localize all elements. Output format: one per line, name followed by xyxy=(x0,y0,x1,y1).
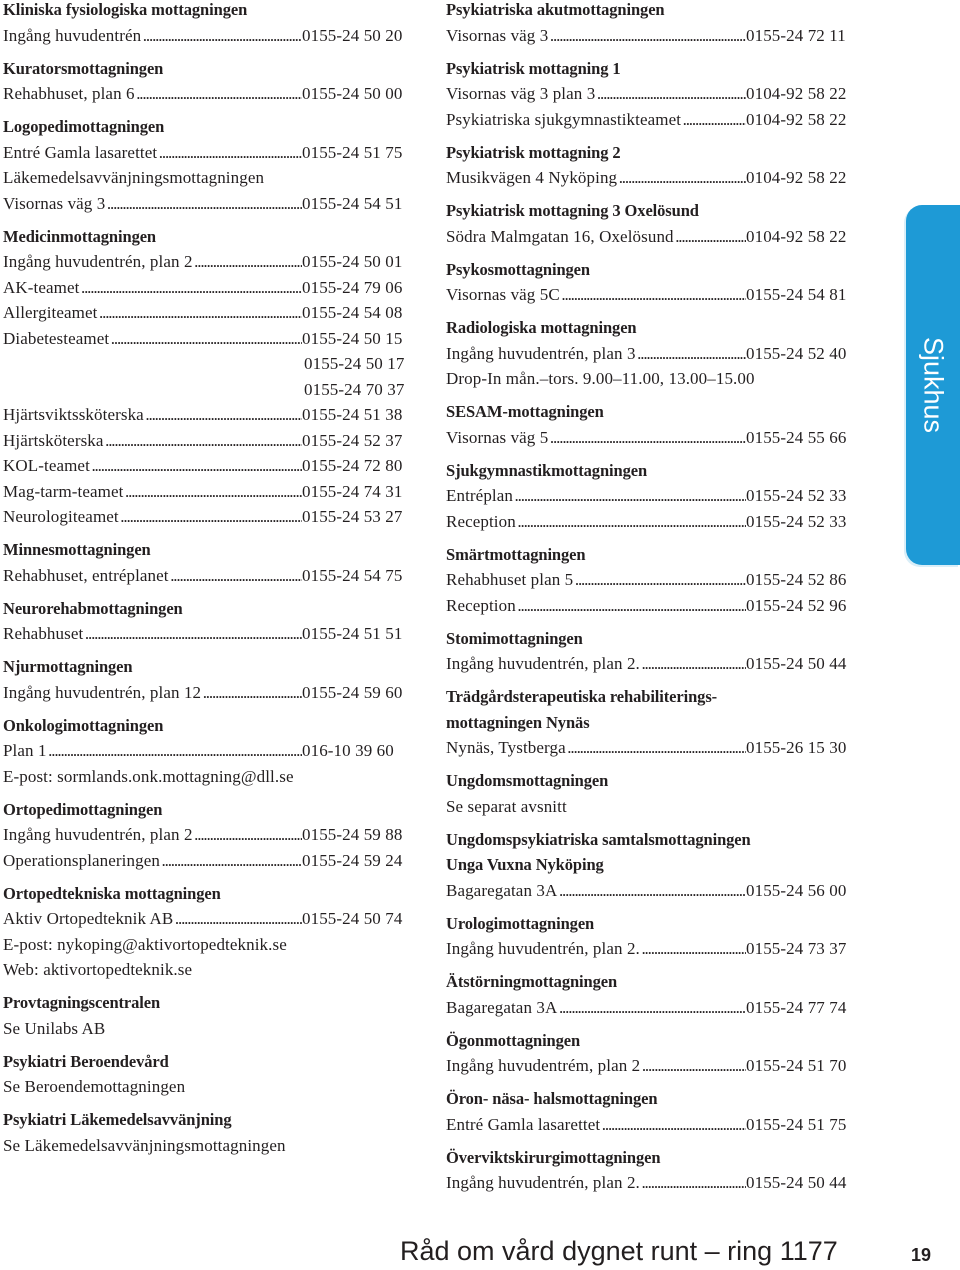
clinic-heading: Trädgårdsterapeutiska rehabiliterings- xyxy=(446,687,718,706)
contact-line xyxy=(3,81,413,107)
clinic-heading: Ortopedtekniska mottagningen xyxy=(3,883,221,903)
contact-label: Neurologiteamet . . . xyxy=(3,504,302,530)
phone-number: 0155-24 50 44 xyxy=(746,1173,847,1192)
contact-line xyxy=(446,651,858,677)
contact-label: Reception . . . xyxy=(446,509,746,535)
contact-label: Musikvägen 4 Nyköping . . . xyxy=(446,165,746,191)
section-side-tab xyxy=(906,205,960,565)
contact-line xyxy=(446,165,858,191)
phone-number: 0155-24 51 38 xyxy=(302,405,403,424)
contact-line xyxy=(3,504,413,530)
phone-number: 0155-24 52 86 xyxy=(746,570,847,589)
contact-label: KOL-teamet . . . xyxy=(3,453,302,479)
contact-label: Hjärtsköterska . . . xyxy=(3,428,302,454)
contact-label: Bagaregatan 3A . . . xyxy=(446,878,746,904)
contact-label: Visornas väg 3 . . . xyxy=(446,23,746,49)
phone-number: 0155-24 52 40 xyxy=(746,343,847,363)
clinic-heading: Urologimottagningen xyxy=(446,913,595,933)
contact-label: Ingång huvudentrén, plan 2 . . . xyxy=(3,822,302,848)
phone-number: 0155-24 72 11 xyxy=(746,25,846,45)
clinic-section xyxy=(446,1145,858,1196)
contact-line xyxy=(446,995,858,1021)
clinic-section xyxy=(446,458,858,535)
info-line: Läkemedelsavvänjningsmottagningen xyxy=(3,168,265,187)
phone-number: 0155-24 50 00 xyxy=(302,84,403,103)
phone-number: 0155-24 56 00 xyxy=(746,880,847,900)
contact-line xyxy=(446,425,858,451)
clinic-section xyxy=(446,1086,858,1137)
phone-number: 0155-24 52 33 xyxy=(746,486,847,505)
phone-number: 0155-24 53 27 xyxy=(302,507,403,526)
clinic-section xyxy=(446,257,858,308)
clinic-section xyxy=(3,713,413,790)
phone-number: 0155-24 54 81 xyxy=(746,285,847,304)
phone-number: 0155-24 73 37 xyxy=(746,939,847,958)
contact-label: Plan 1 . . . xyxy=(3,738,302,764)
clinic-heading: Psykosmottagningen xyxy=(446,259,590,279)
contact-line xyxy=(446,936,858,962)
clinic-section xyxy=(446,315,858,392)
contact-label: Entré Gamla lasarettet . . . xyxy=(446,1112,746,1138)
contact-label: Mag-tarm-teamet . . . xyxy=(3,479,302,505)
phone-number: 0155-24 52 37 xyxy=(302,430,403,450)
clinic-heading: Minnesmottagningen xyxy=(3,540,151,559)
clinic-heading: SESAM-mottagningen xyxy=(446,402,604,421)
phone-number: 0155-24 74 31 xyxy=(302,481,403,501)
directory-column-right xyxy=(446,0,858,1203)
contact-line xyxy=(3,326,413,352)
contact-label: Rehabhuset . . . xyxy=(3,621,302,647)
phone-number: 0155-24 72 80 xyxy=(302,456,403,475)
clinic-heading: Ätstörningmottagningen xyxy=(446,972,618,991)
clinic-heading: Stomimottagningen xyxy=(446,628,583,648)
clinic-section xyxy=(446,140,858,191)
clinic-heading: Kliniska fysiologiska mottagningen xyxy=(3,0,248,19)
contact-label: Ingång huvudentrén . . . xyxy=(3,23,302,49)
phone-number: 0155-24 51 75 xyxy=(302,142,403,162)
contact-label: Rehabhuset, plan 6 . . . xyxy=(3,81,302,107)
clinic-section xyxy=(3,537,413,588)
footer-title: Råd om vård dygnet runt – ring 1177 xyxy=(400,1236,838,1266)
clinic-section xyxy=(446,198,858,249)
contact-label: Diabetesteamet . . . xyxy=(3,326,302,352)
contact-label: Operationsplaneringen . . . xyxy=(3,848,302,874)
contact-line xyxy=(3,300,413,326)
contact-line xyxy=(3,402,413,428)
contact-line xyxy=(3,23,413,49)
contact-label: Ingång huvudentrém, plan 2 . . . xyxy=(446,1053,746,1079)
contact-label: Rehabhuset plan 5 . . . xyxy=(446,567,746,593)
contact-line xyxy=(3,848,413,874)
phone-number: 0155-26 15 30 xyxy=(746,738,847,757)
contact-label: Rehabhuset, entréplanet . . . xyxy=(3,563,302,589)
contact-line xyxy=(3,249,413,275)
info-line: E-post: nykoping@aktivortopedteknik.se xyxy=(3,934,287,954)
contact-line xyxy=(446,282,858,308)
contact-line xyxy=(446,23,858,49)
contact-line xyxy=(446,483,858,509)
clinic-section xyxy=(3,114,413,216)
info-line: Web: aktivortopedteknik.se xyxy=(3,960,193,979)
phone-number-line xyxy=(3,351,413,377)
clinic-heading: Psykiatriska akutmottagningen xyxy=(446,0,665,19)
contact-line xyxy=(446,341,858,367)
clinic-section xyxy=(3,1107,413,1158)
phone-number: 0155-24 59 60 xyxy=(302,682,403,702)
contact-label: AK-teamet . . . xyxy=(3,275,302,301)
contact-line xyxy=(446,735,858,761)
info-line: E-post: sormlands.onk.mottagning@dll.se xyxy=(3,766,294,786)
clinic-heading: Ungdomspsykiatriska samtalsmottagningen xyxy=(446,829,751,849)
clinic-heading: Psykiatrisk mottagning 3 Oxelösund xyxy=(446,201,699,220)
contact-label: Ingång huvudentrén, plan 2. . . . xyxy=(446,651,746,677)
clinic-section xyxy=(3,1049,413,1100)
contact-line xyxy=(446,878,858,904)
clinic-section xyxy=(446,0,858,48)
clinic-section xyxy=(3,990,413,1041)
phone-number: 0104-92 58 22 xyxy=(746,168,847,187)
clinic-heading: Öron- näsa- halsmottagningen xyxy=(446,1089,658,1108)
phone-number: 0155-24 54 51 xyxy=(302,193,403,213)
contact-line xyxy=(446,509,858,535)
phone-number: 016-10 39 60 xyxy=(302,741,394,760)
clinic-heading: Psykiatrisk mottagning 2 xyxy=(446,142,621,162)
clinic-section xyxy=(3,654,413,705)
phone-number-line xyxy=(3,377,413,403)
phone-number: 0155-24 50 01 xyxy=(302,252,403,271)
clinic-heading: Medicinmottagningen xyxy=(3,226,157,246)
contact-label: Ingång huvudentrén, plan 2 . . . xyxy=(3,249,302,275)
contact-line xyxy=(3,738,413,764)
contact-line xyxy=(3,275,413,301)
phone-number: 0155-24 59 24 xyxy=(302,850,403,870)
contact-label: Visornas väg 3 plan 3 . . . xyxy=(446,81,746,107)
phone-number: 0104-92 58 22 xyxy=(746,226,847,246)
phone-number: 0155-24 50 74 xyxy=(302,909,403,928)
contact-label: Ingång huvudentrén, plan 2. . . . xyxy=(446,936,746,962)
contact-line xyxy=(3,191,413,217)
phone-number: 0155-24 77 74 xyxy=(746,997,847,1017)
phone-number: 0155-24 79 06 xyxy=(302,277,403,297)
info-line: Se Läkemedelsavvänjningsmottagningen xyxy=(3,1135,286,1155)
side-tab-label: Sjukhus xyxy=(918,336,949,434)
clinic-section xyxy=(446,1028,858,1079)
clinic-heading: Neurorehabmottagningen xyxy=(3,598,183,618)
phone-number: 0155-24 52 33 xyxy=(746,511,847,531)
clinic-heading: Psykiatri Läkemedelsavvänjning xyxy=(3,1110,232,1129)
info-line: Se Beroendemottagningen xyxy=(3,1077,186,1096)
directory-column-left xyxy=(3,0,413,1166)
contact-line xyxy=(446,567,858,593)
phone-number: 0155-24 51 70 xyxy=(746,1056,847,1075)
clinic-section xyxy=(446,399,858,450)
clinic-section xyxy=(3,56,413,107)
clinic-section xyxy=(446,911,858,962)
clinic-heading: Unga Vuxna Nyköping xyxy=(446,855,604,874)
phone-number: 0155-24 59 88 xyxy=(302,825,403,844)
contact-line xyxy=(446,107,858,133)
contact-line xyxy=(3,906,413,932)
clinic-heading: Kuratorsmottagningen xyxy=(3,58,164,78)
clinic-section xyxy=(446,969,858,1020)
contact-line xyxy=(446,81,858,107)
contact-label: Ingång huvudentrén, plan 2. . . . xyxy=(446,1170,746,1196)
contact-line xyxy=(3,680,413,706)
clinic-section xyxy=(446,827,858,904)
clinic-heading: Provtagningscentralen xyxy=(3,993,161,1012)
page-number: 19 xyxy=(911,1245,932,1265)
phone-number: 0155-24 54 75 xyxy=(302,565,403,585)
clinic-heading: Ögonmottagningen xyxy=(446,1030,581,1050)
clinic-section xyxy=(446,626,858,677)
contact-line xyxy=(3,140,413,166)
info-line: Se Unilabs AB xyxy=(3,1018,106,1038)
contact-label: Bagaregatan 3A . . . xyxy=(446,995,746,1021)
clinic-heading: Psykiatri Beroendevård xyxy=(3,1051,169,1071)
phone-number: 0155-24 55 66 xyxy=(746,427,847,447)
contact-line xyxy=(3,453,413,479)
contact-line xyxy=(446,1112,858,1138)
clinic-section xyxy=(3,0,413,48)
clinic-heading: Radiologiska mottagningen xyxy=(446,318,637,337)
clinic-heading: Överviktskirurgimottagningen xyxy=(446,1147,661,1167)
phone-number: 0104-92 58 22 xyxy=(746,109,847,129)
contact-line xyxy=(3,479,413,505)
clinic-section xyxy=(3,596,413,647)
phone-number: 0155-24 50 17 xyxy=(304,354,405,373)
clinic-section xyxy=(3,224,413,530)
contact-label: Entréplan . . . xyxy=(446,483,746,509)
contact-label: Ingång huvudentrén, plan 3 . . . xyxy=(446,341,746,367)
phone-number: 0155-24 51 51 xyxy=(302,624,403,643)
contact-label: Visornas väg 5C . . . xyxy=(446,282,746,308)
info-line: Drop-In mån.–tors. 9.00–11.00, 13.00–15.00 xyxy=(446,369,755,388)
phone-number: 0155-24 50 44 xyxy=(746,654,847,673)
clinic-heading: mottagningen Nynäs xyxy=(446,712,590,732)
contact-label: Aktiv Ortopedteknik AB . . . xyxy=(3,906,302,932)
phone-number: 0155-24 70 37 xyxy=(304,379,405,399)
contact-line xyxy=(3,428,413,454)
contact-label: Reception . . . xyxy=(446,593,746,619)
phone-number: 0155-24 54 08 xyxy=(302,303,403,322)
contact-label: Nynäs, Tystberga . . . xyxy=(446,735,746,761)
clinic-heading: Logopedimottagningen xyxy=(3,117,165,136)
contact-label: Entré Gamla lasarettet . . . xyxy=(3,140,302,166)
clinic-heading: Ortopedimottagningen xyxy=(3,799,163,819)
contact-line xyxy=(3,563,413,589)
contact-line xyxy=(446,1053,858,1079)
phone-number: 0155-24 51 75 xyxy=(746,1114,847,1134)
clinic-heading: Onkologimottagningen xyxy=(3,715,164,735)
contact-label: Visornas väg 5 . . . xyxy=(446,425,746,451)
clinic-section xyxy=(446,56,858,133)
clinic-section xyxy=(3,881,413,983)
contact-label: Psykiatriska sjukgymnastikteamet . . . xyxy=(446,107,746,133)
contact-label: Allergiteamet . . . xyxy=(3,300,302,326)
clinic-heading: Ungdomsmottagningen xyxy=(446,771,609,790)
clinic-heading: Psykiatrisk mottagning 1 xyxy=(446,58,621,78)
phone-number: 0155-24 52 96 xyxy=(746,595,847,615)
clinic-section xyxy=(446,768,858,819)
clinic-section xyxy=(446,684,858,761)
contact-label: Hjärtsviktssköterska . . . xyxy=(3,402,302,428)
clinic-section xyxy=(446,542,858,619)
clinic-heading: Sjukgymnastikmottagningen xyxy=(446,460,648,480)
contact-line xyxy=(446,1170,858,1196)
contact-line xyxy=(3,822,413,848)
contact-line xyxy=(3,621,413,647)
phone-number: 0155-24 50 15 xyxy=(302,328,403,348)
clinic-section xyxy=(3,797,413,874)
phone-number: 0155-24 50 20 xyxy=(302,25,403,45)
contact-label: Visornas väg 3 . . . xyxy=(3,191,302,217)
clinic-heading: Smärtmottagningen xyxy=(446,544,586,564)
contact-label: Södra Malmgatan 16, Oxelösund . . . xyxy=(446,224,746,250)
contact-line xyxy=(446,593,858,619)
contact-line xyxy=(446,224,858,250)
phone-number: 0104-92 58 22 xyxy=(746,84,847,103)
info-line: Se separat avsnitt xyxy=(446,796,567,816)
clinic-heading: Njurmottagningen xyxy=(3,657,133,676)
contact-label: Ingång huvudentrén, plan 12 . . . xyxy=(3,680,302,706)
